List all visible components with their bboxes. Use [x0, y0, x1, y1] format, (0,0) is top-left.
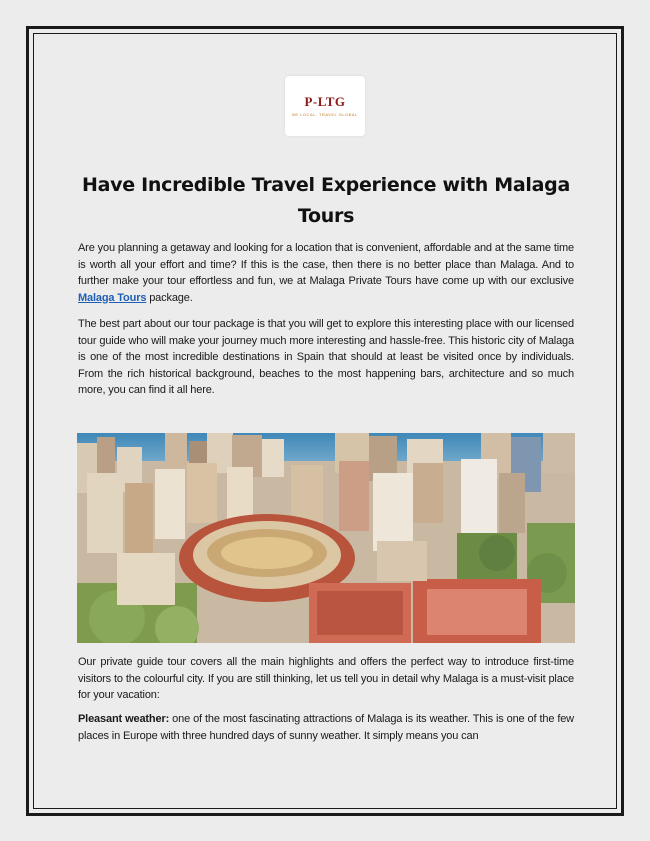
- tour-package-paragraph: The best part about our tour package is that you will get to explore this interesting place with our licensed tour guide who will make your journey much more interesting and hassle-free. This historic city of Malaga is one of the most incredible destinations in Spain that should at least be visited once by individuals. From the rich historical background, beaches to the most happening bars, architecture and so much more, you can find it all here.: [78, 318, 574, 396]
- malaga-city-photo: [77, 433, 575, 643]
- company-logo: [285, 76, 365, 136]
- logo-tagline: BE LOCAL, TRAVEL GLOBAL: [292, 112, 358, 117]
- intro-text-before-link: Are you planning a getaway and looking for a location that is convenient, affordable and at the same time is worth all your effort and time? If this is the case, then there is no better place than Malaga. And to further make your tour effortless and fun, we at Malaga Private Tours have come up with our exclusive: [78, 242, 574, 287]
- intro-paragraph: [78, 240, 574, 306]
- malaga-tours-link[interactable]: Malaga Tours: [78, 291, 147, 304]
- intro-text-after-link: package.: [146, 291, 193, 304]
- article-title: Have Incredible Travel Experience with Malaga Tours: [82, 174, 570, 227]
- guide-tour-paragraph: Our private guide tour covers all the main highlights and offers the perfect way to introduce first-time visitors to the colourful city. If you are still thinking, let us tell you in detail why Malaga is a must-visit place for your vacation:: [78, 656, 574, 701]
- pleasant-weather-text: one of the most fascinating attractions of Malaga is its weather. This is one of the few places in Europe with three hundred days of sunny weather. It simply means you can: [78, 713, 574, 742]
- logo-text: P-LTG: [304, 94, 346, 109]
- pleasant-weather-paragraph: [78, 711, 574, 744]
- malaga-aerial-illustration: [77, 433, 575, 643]
- pleasant-weather-term: Pleasant weather:: [78, 713, 170, 725]
